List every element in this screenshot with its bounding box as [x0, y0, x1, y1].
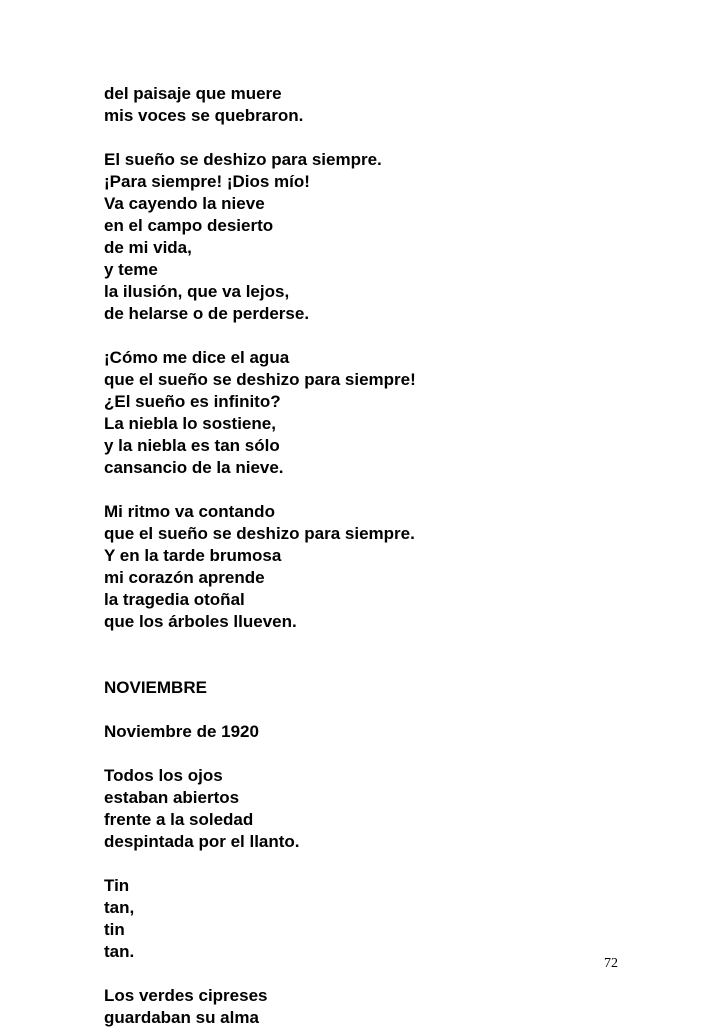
verse-line: mi corazón aprende [104, 568, 265, 587]
verse-line: de helarse o de perderse. [104, 304, 310, 323]
stanza-3 [104, 347, 664, 479]
verse-line: Va cayendo la nieve [104, 194, 265, 213]
verse-line: que el sueño se deshizo para siempre! [104, 370, 416, 389]
verse-line: Todos los ojos [104, 766, 223, 785]
poem-title: NOVIEMBRE [104, 678, 207, 697]
verse-line: Mi ritmo va contando [104, 502, 275, 521]
verse-line: tan. [104, 942, 135, 961]
stanza-6 [104, 875, 664, 963]
verse-line: mis voces se quebraron. [104, 106, 304, 125]
verse-line: la ilusión, que va lejos, [104, 282, 290, 301]
verse-line: en el campo desierto [104, 216, 274, 235]
verse-line: tin [104, 920, 125, 939]
stanza-7 [104, 985, 664, 1029]
verse-line: de mi vida, [104, 238, 192, 257]
stanza-4 [104, 501, 664, 633]
poem-text [104, 83, 664, 1029]
verse-line: estaban abiertos [104, 788, 240, 807]
verse-line: ¿El sueño es infinito? [104, 392, 281, 411]
stanza-2 [104, 149, 664, 325]
stanza-1 [104, 83, 664, 127]
verse-line: Los verdes cipreses [104, 986, 268, 1005]
verse-line: la tragedia otoñal [104, 590, 245, 609]
poem-date: Noviembre de 1920 [104, 722, 259, 741]
verse-line: Tin [104, 876, 130, 895]
verse-line: ¡Cómo me dice el agua [104, 348, 290, 367]
verse-line: ¡Para siempre! ¡Dios mío! [104, 172, 310, 191]
verse-line: frente a la soledad [104, 810, 254, 829]
page-number: 72 [604, 956, 618, 971]
verse-line: Y en la tarde brumosa [104, 546, 282, 565]
verse-line: tan, [104, 898, 135, 917]
verse-line: del paisaje que muere [104, 84, 282, 103]
verse-line: y teme [104, 260, 158, 279]
verse-line: despintada por el llanto. [104, 832, 300, 851]
verse-line: La niebla lo sostiene, [104, 414, 276, 433]
verse-line: y la niebla es tan sólo [104, 436, 280, 455]
verse-line: guardaban su alma [104, 1008, 259, 1027]
verse-line: El sueño se deshizo para siempre. [104, 150, 382, 169]
stanza-5 [104, 765, 664, 853]
verse-line: cansancio de la nieve. [104, 458, 284, 477]
verse-line: que los árboles llueven. [104, 612, 297, 631]
verse-line: que el sueño se deshizo para siempre. [104, 524, 415, 543]
